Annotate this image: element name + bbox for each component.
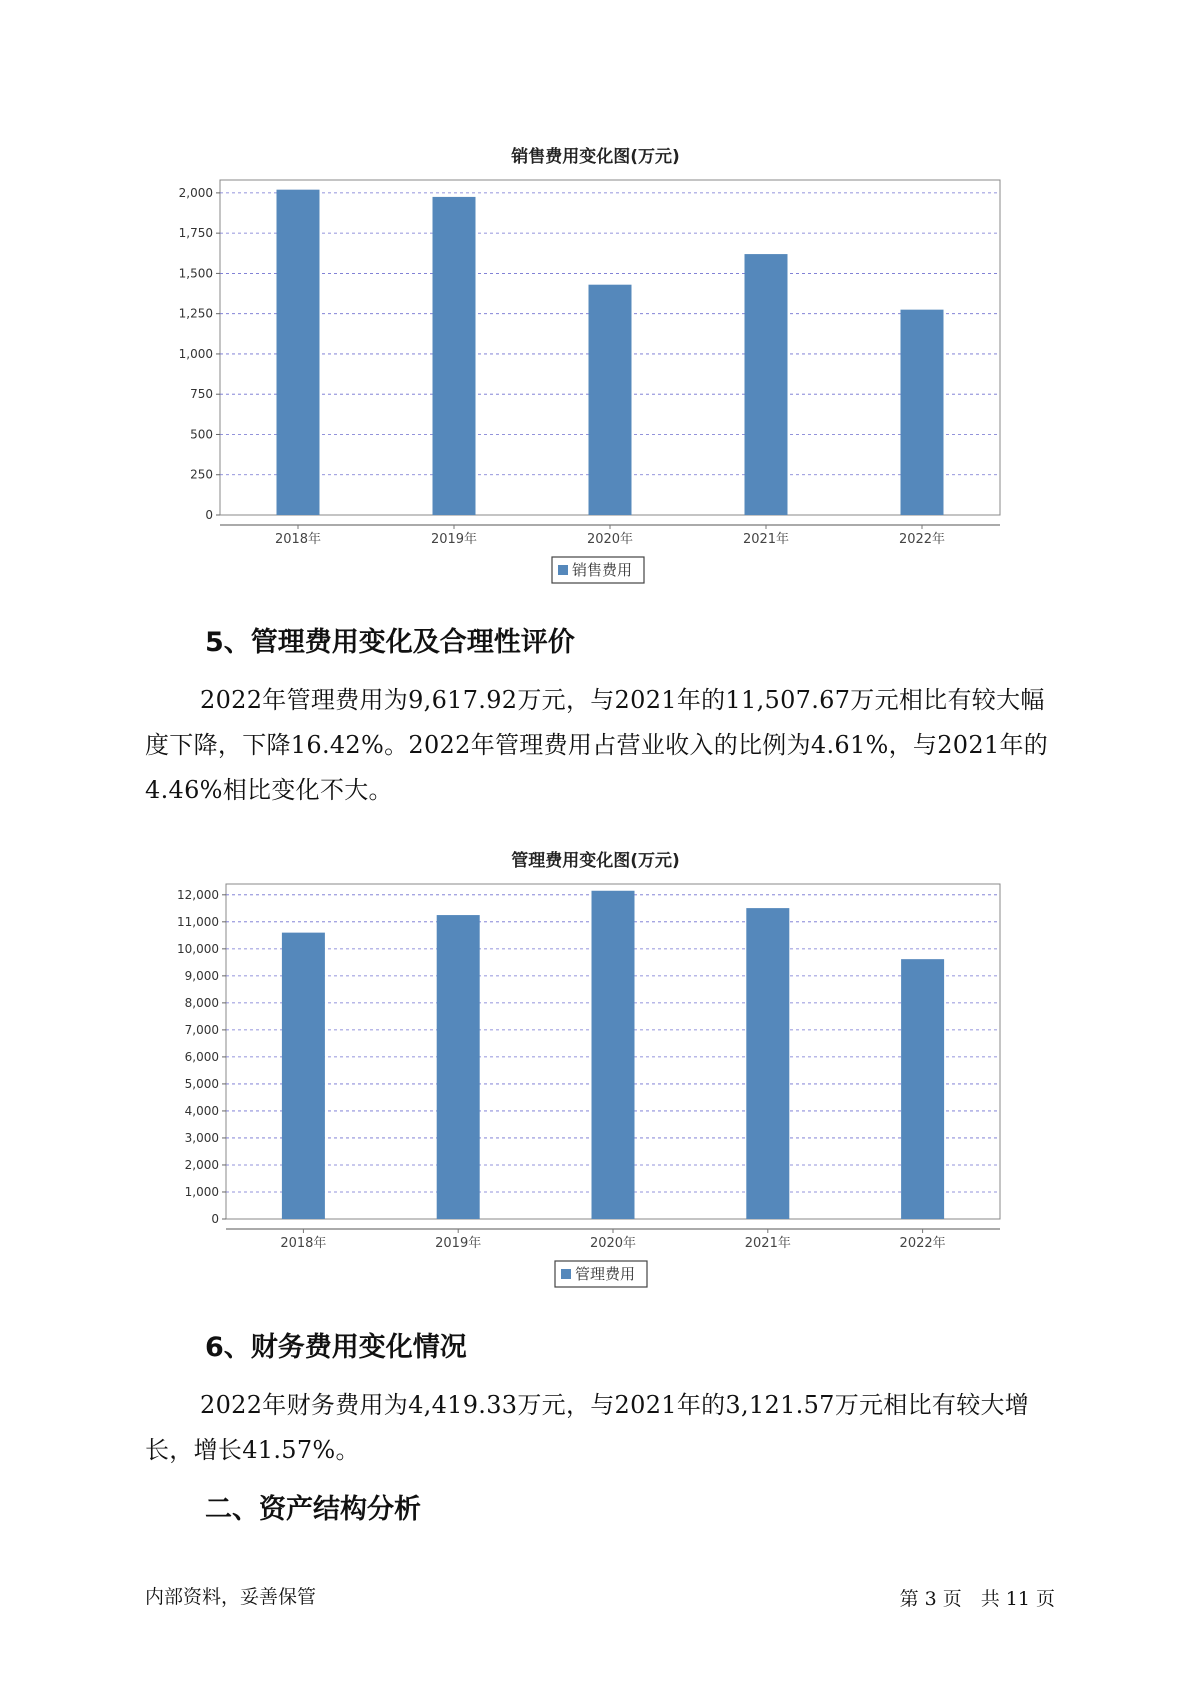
section-6-paragraph: 2022年财务费用为4,419.33万元，与2021年的3,121.57万元相比有较大增长，增长41.57%。 bbox=[145, 1391, 1030, 1464]
x-tick-label: 2020年 bbox=[586, 532, 634, 547]
section-5-heading: 5、管理费用变化及合理性评价 bbox=[205, 627, 575, 658]
y-tick-label: 7,000 bbox=[184, 1022, 219, 1037]
section-2-heading: 二、资产结构分析 bbox=[205, 1494, 421, 1525]
x-tick-label: 2018年 bbox=[274, 532, 322, 547]
chart-2-title: 管理费用变化图(万元) bbox=[511, 851, 680, 871]
x-tick-label: 2021年 bbox=[742, 532, 790, 547]
y-tick-label: 1,000 bbox=[184, 1184, 219, 1199]
bar bbox=[901, 310, 944, 515]
x-tick-label: 2020年 bbox=[589, 1236, 637, 1251]
section-5-paragraph: 2022年管理费用为9,617.92万元，与2021年的11,507.67万元相比有较大幅度下降，下降16.42%。2022年管理费用占营业收入的比例为4.61%，与2021年的4.46%相比变化不大。 bbox=[145, 686, 1049, 804]
y-tick-label: 250 bbox=[190, 467, 213, 482]
y-tick-label: 1,000 bbox=[178, 346, 213, 361]
y-tick-label: 1,250 bbox=[178, 306, 213, 321]
y-tick-label: 9,000 bbox=[184, 968, 219, 983]
legend-swatch bbox=[558, 565, 568, 575]
footer-confidential-note: 内部资料，妥善保管 bbox=[145, 1586, 317, 1608]
footer-page-number: 第 3 页 共 11 页 bbox=[899, 1588, 1055, 1610]
bar bbox=[433, 197, 476, 515]
chart-1-title: 销售费用变化图(万元) bbox=[511, 147, 680, 167]
bar bbox=[745, 254, 788, 515]
legend bbox=[555, 1261, 647, 1287]
bar bbox=[589, 285, 632, 515]
legend-label: 销售费用 bbox=[572, 561, 633, 579]
bar bbox=[282, 933, 325, 1219]
y-tick-label: 2,000 bbox=[178, 185, 213, 200]
y-tick-label: 500 bbox=[190, 427, 213, 442]
y-tick-label: 4,000 bbox=[184, 1103, 219, 1118]
sales-expense-chart bbox=[0, 180, 1191, 620]
y-tick-label: 2,000 bbox=[184, 1157, 219, 1172]
y-tick-label: 0 bbox=[205, 508, 213, 522]
x-tick-label: 2019年 bbox=[435, 1236, 482, 1251]
admin-expense-chart bbox=[0, 884, 1191, 1324]
y-tick-label: 3,000 bbox=[184, 1130, 219, 1145]
y-tick-label: 1,500 bbox=[178, 266, 213, 281]
y-tick-label: 0 bbox=[211, 1212, 219, 1226]
x-tick-label: 2022年 bbox=[899, 1236, 946, 1251]
legend-swatch bbox=[561, 1269, 571, 1279]
y-tick-label: 1,750 bbox=[178, 226, 213, 241]
x-tick-label: 2018年 bbox=[280, 1236, 327, 1251]
bar bbox=[437, 915, 480, 1219]
section-6-heading: 6、财务费用变化情况 bbox=[205, 1332, 467, 1363]
x-tick-label: 2021年 bbox=[744, 1236, 791, 1251]
y-tick-label: 12,000 bbox=[177, 887, 219, 902]
y-tick-label: 750 bbox=[190, 387, 213, 402]
bar bbox=[901, 959, 944, 1219]
legend bbox=[552, 557, 644, 583]
x-tick-label: 2022年 bbox=[898, 532, 946, 547]
bar bbox=[277, 190, 320, 515]
y-tick-label: 6,000 bbox=[184, 1049, 219, 1064]
legend-label: 管理费用 bbox=[575, 1265, 636, 1283]
x-tick-label: 2019年 bbox=[430, 532, 478, 547]
bar bbox=[592, 891, 635, 1219]
y-tick-label: 5,000 bbox=[184, 1076, 219, 1091]
y-tick-label: 11,000 bbox=[177, 914, 219, 929]
y-tick-label: 10,000 bbox=[177, 941, 219, 956]
y-tick-label: 8,000 bbox=[184, 995, 219, 1010]
bar bbox=[746, 908, 789, 1219]
